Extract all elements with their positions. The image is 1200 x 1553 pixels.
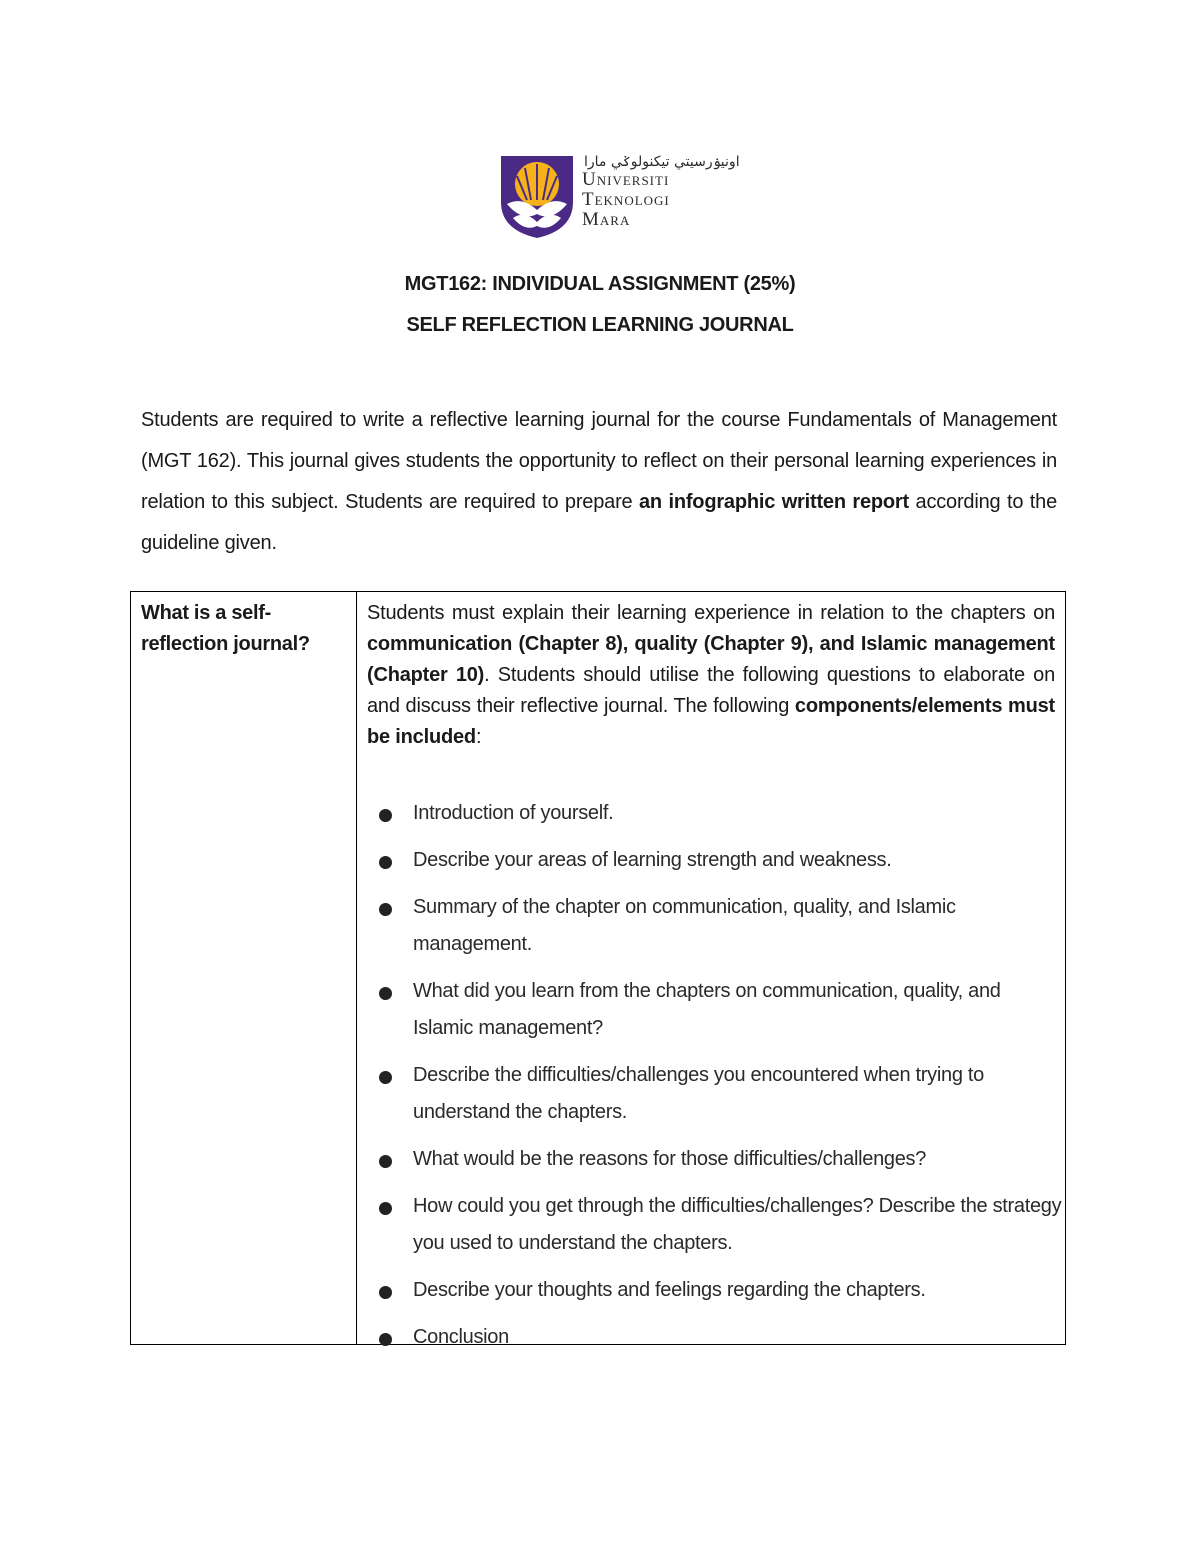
logo-line-teknologi: Teknologi xyxy=(582,189,670,210)
list-item-text: What did you learn from the chapters on communication, quality, and Islamic management? xyxy=(413,980,1001,1039)
list-item xyxy=(379,1319,1065,1356)
question-label: What is a self-reflection journal? xyxy=(141,602,310,655)
desc-text-1: Students must explain their learning experience in relation to the chapters on xyxy=(367,602,1055,624)
list-item-text: Describe the difficulties/challenges you encountered when trying to understand the chapters. xyxy=(413,1064,984,1123)
table-row xyxy=(131,592,1066,1345)
list-item xyxy=(379,1272,1065,1309)
intro-text-1: Students are required to write a reflective learning journal for the course Fundamentals of Management (MGT 162). This journal gives students the opportunity to reflect on their personal learning experiences in relation to this subject. Students are required to prepare xyxy=(141,409,1057,513)
assignment-title: MGT162: INDIVIDUAL ASSIGNMENT (25%) xyxy=(404,273,796,295)
list-item-text: Describe your thoughts and feelings regarding the chapters. xyxy=(413,1279,926,1301)
guideline-table xyxy=(130,591,1066,1348)
desc-text-2: . Students should utilise the following questions to elaborate on and discuss their reflective journal. The following xyxy=(367,664,1055,717)
bullet-icon xyxy=(379,1155,392,1168)
list-item-text: Describe your areas of learning strength and weakness. xyxy=(413,849,892,871)
bullet-icon xyxy=(379,987,392,1000)
desc-text-3: : xyxy=(475,726,482,748)
bullet-icon xyxy=(379,856,392,869)
logo-line-mara: Mara xyxy=(582,209,631,230)
desc-components-emphasis: components/elements must be included xyxy=(367,695,1056,748)
intro-paragraph xyxy=(141,400,1057,564)
question-cell xyxy=(131,592,357,1345)
bullet-icon xyxy=(379,1202,392,1215)
desc-chapters-emphasis: communication (Chapter 8), quality (Chapter 9), and Islamic management (Chapter 10) xyxy=(367,633,1055,686)
list-item-text: Conclusion xyxy=(413,1326,509,1348)
list-item xyxy=(379,842,1065,879)
bullet-icon xyxy=(379,1071,392,1084)
bullet-icon xyxy=(379,1286,392,1299)
list-item xyxy=(379,795,1065,832)
list-item-text: How could you get through the difficulties/challenges? Describe the strategy you used to understand the chapters. xyxy=(413,1195,1062,1254)
list-item xyxy=(379,1188,1065,1262)
logo-wordmark xyxy=(582,170,670,230)
list-item xyxy=(379,973,1065,1047)
list-item xyxy=(379,1057,1065,1131)
logo-arabic-text: اونيۏرسيتي تيكنولوݢي مارا xyxy=(584,154,740,170)
list-item-text: Introduction of yourself. xyxy=(413,802,614,824)
list-item-text: What would be the reasons for those difficulties/challenges? xyxy=(413,1148,927,1170)
components-list xyxy=(357,795,1065,1356)
description-paragraph xyxy=(357,592,1065,753)
uitm-crest-icon xyxy=(497,152,577,240)
journal-title: SELF REFLECTION LEARNING JOURNAL xyxy=(406,314,794,336)
description-cell xyxy=(357,592,1066,1348)
bullet-icon xyxy=(379,809,392,822)
bullet-icon xyxy=(379,1333,392,1346)
list-item xyxy=(379,889,1065,963)
logo-line-universiti: Universiti xyxy=(582,169,670,190)
list-item xyxy=(379,1141,1065,1178)
intro-text-2: according to the guideline given. xyxy=(141,491,1057,554)
bullet-icon xyxy=(379,903,392,916)
intro-emphasis: an infographic written report xyxy=(639,491,909,513)
list-item-text: Summary of the chapter on communication, quality, and Islamic management. xyxy=(413,896,956,955)
